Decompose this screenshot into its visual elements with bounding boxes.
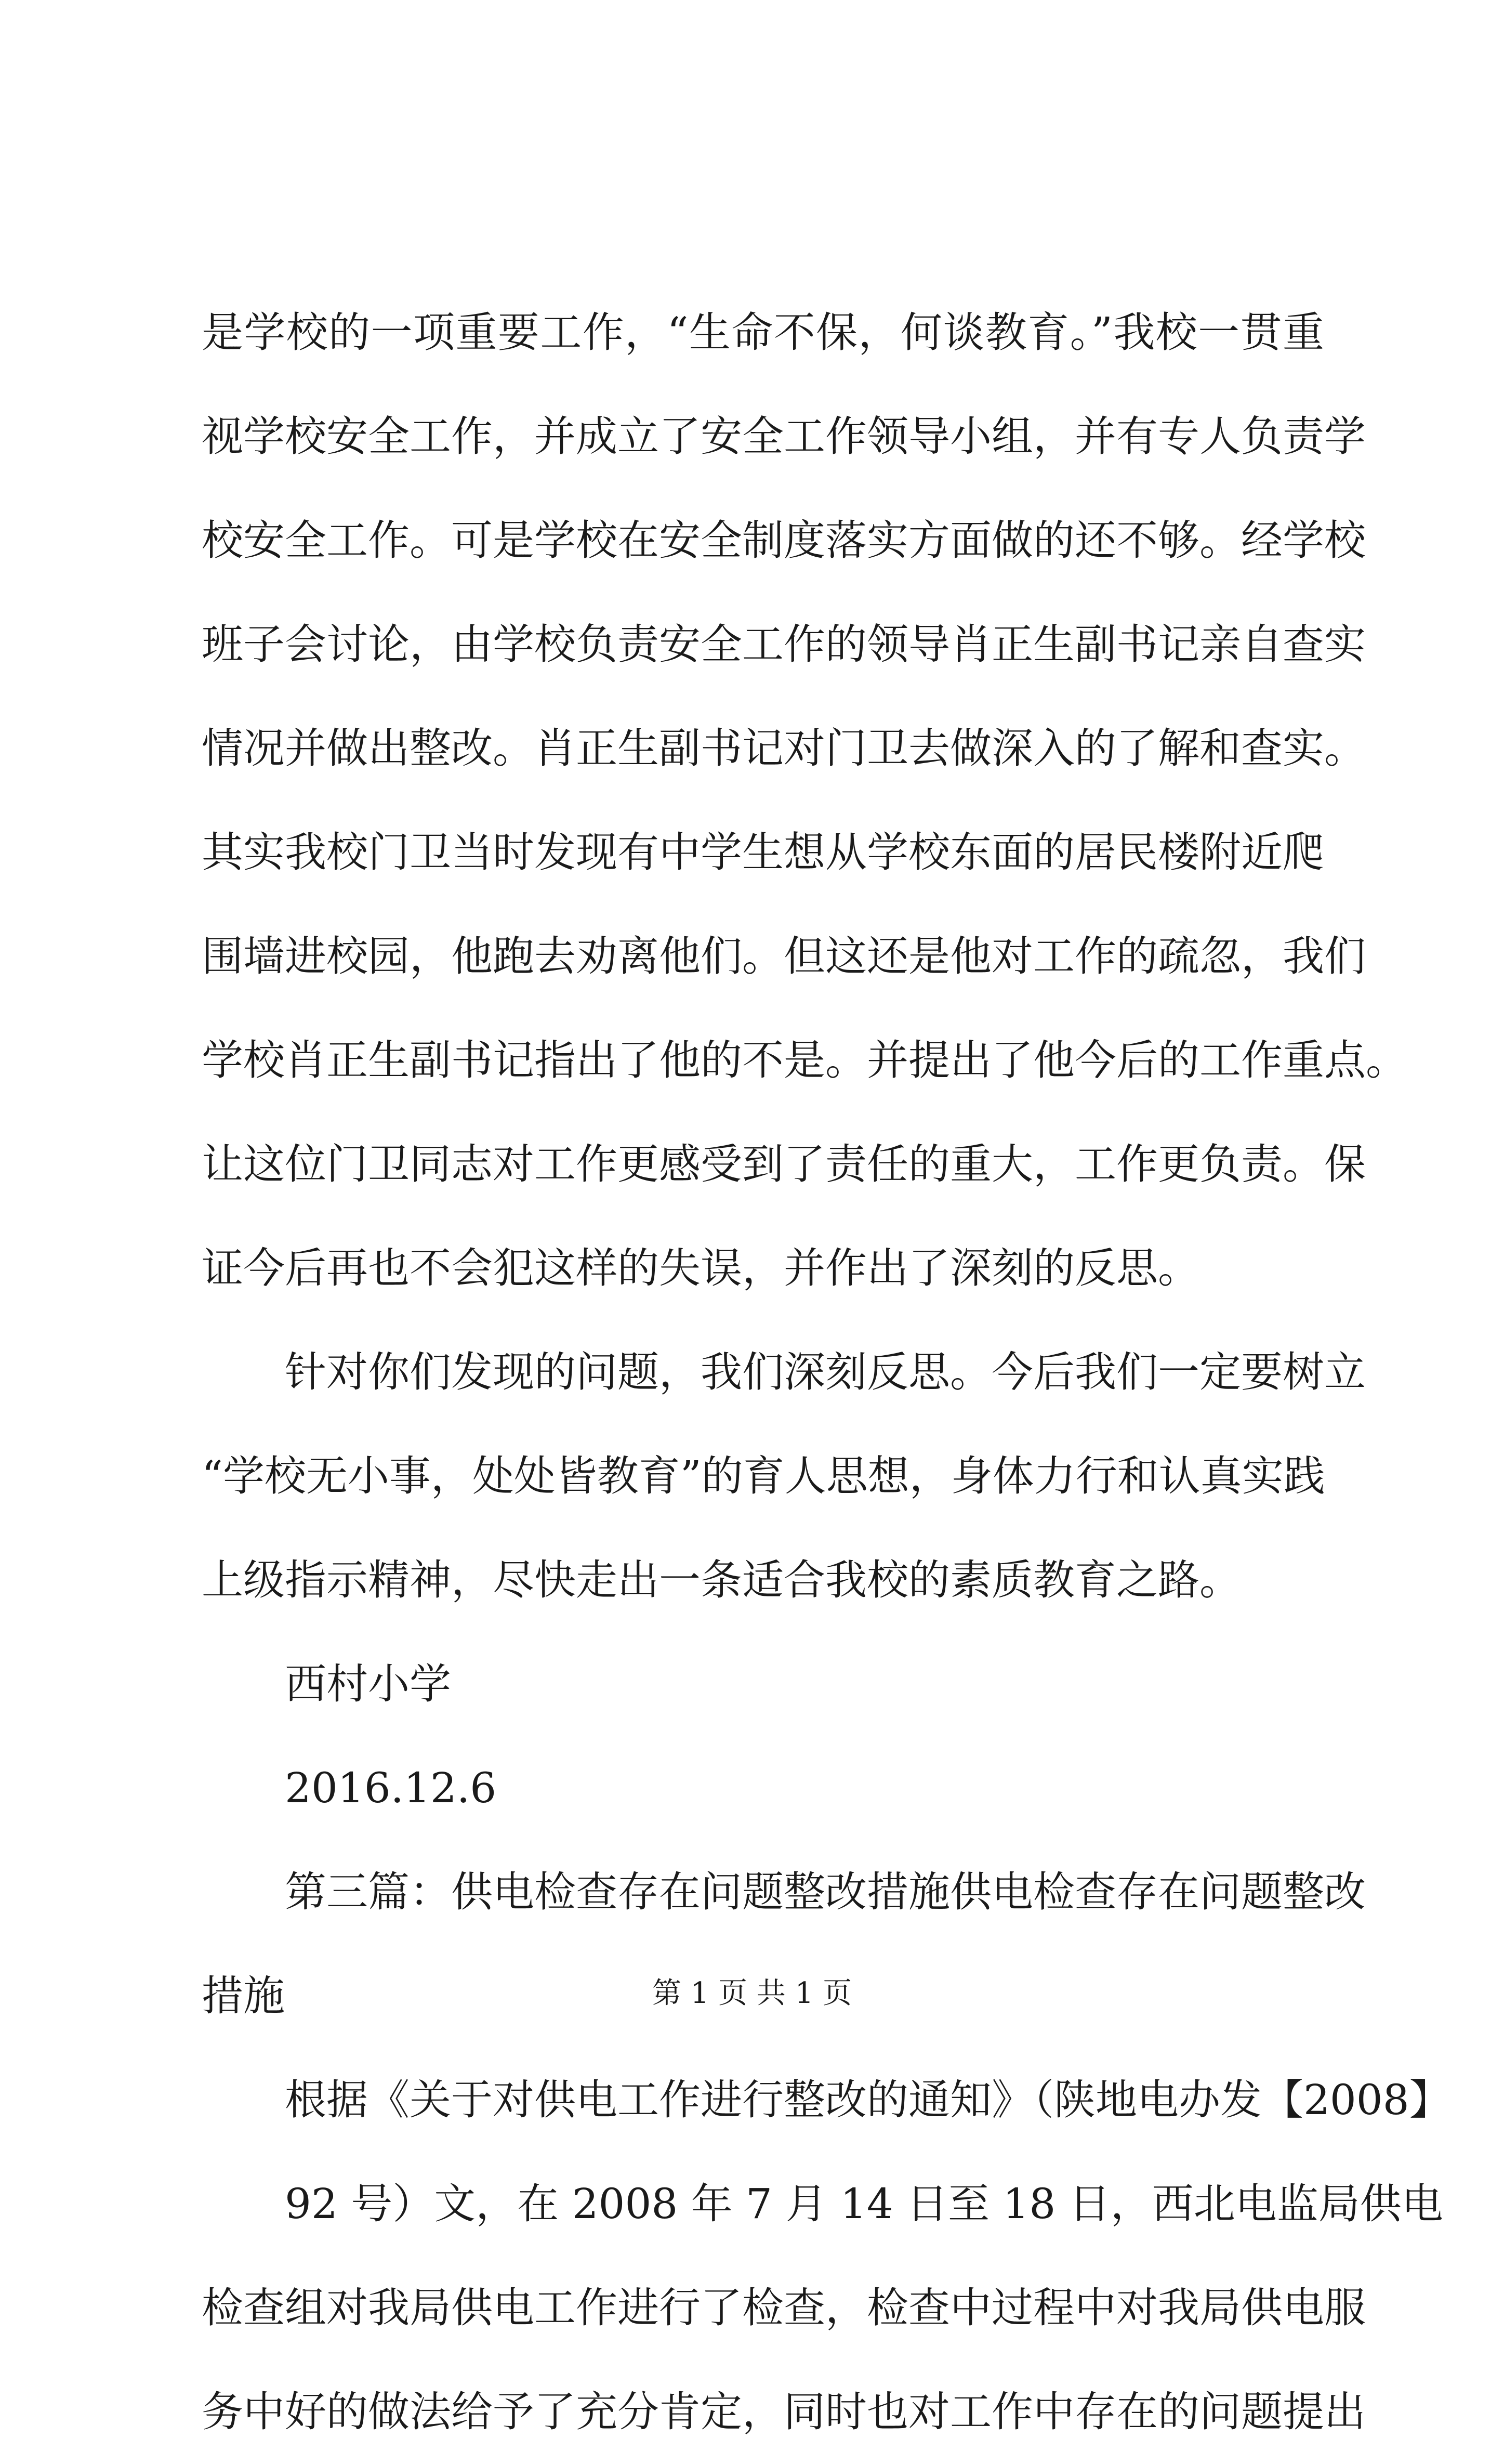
paragraph-line: 上级指示精神，尽快走出一条适合我校的素质教育之路。 bbox=[202, 1556, 1241, 1604]
paragraph-line: 校安全工作。可是学校在安全制度落实方面做的还不够。经学校 bbox=[202, 516, 1366, 565]
section-heading: 第三篇：供电检查存在问题整改措施供电检查存在问题整改 bbox=[285, 1868, 1366, 1916]
signature-school: 西村小学 bbox=[285, 1660, 451, 1708]
signature-date: 2016.12.6 bbox=[285, 1764, 497, 1812]
paragraph-line: “学校无小事，处处皆教育”的育人思想，身体力行和认真实践 bbox=[202, 1452, 1325, 1500]
paragraph-line: 学校肖正生副书记指出了他的不是。并提出了他今后的工作重点。 bbox=[202, 1036, 1407, 1084]
paragraph-line: 让这位门卫同志对工作更感受到了责任的重大，工作更负责。保 bbox=[202, 1140, 1366, 1188]
paragraph-line: 其实我校门卫当时发现有中学生想从学校东面的居民楼附近爬 bbox=[202, 828, 1324, 876]
paragraph-line: 根据《关于对供电工作进行整改的通知》（陕地电办发【2008】 bbox=[285, 2076, 1451, 2124]
paragraph-line: 是学校的一项重要工作，“生命不保，何谈教育。”我校一贯重 bbox=[202, 308, 1324, 357]
paragraph-line: 情况并做出整改。肖正生副书记对门卫去做深入的了解和查实。 bbox=[202, 724, 1366, 772]
paragraph-line: 视学校安全工作，并成立了安全工作领导小组，并有专人负责学 bbox=[202, 412, 1366, 461]
paragraph-line: 证今后再也不会犯这样的失误，并作出了深刻的反思。 bbox=[202, 1244, 1199, 1292]
paragraph-line: 92 号）文，在 2008 年 7 月 14 日至 18 日，西北电监局供电 bbox=[285, 2180, 1443, 2228]
paragraph-line: 班子会讨论，由学校负责安全工作的领导肖正生副书记亲自查实 bbox=[202, 620, 1366, 669]
paragraph-line: 检查组对我局供电工作进行了检查，检查中过程中对我局供电服 bbox=[202, 2284, 1366, 2332]
page-footer: 第 1 页 共 1 页 bbox=[652, 1976, 852, 2010]
document-body bbox=[202, 281, 1451, 2464]
paragraph-line: 围墙进校园，他跑去劝离他们。但这还是他对工作的疏忽，我们 bbox=[202, 932, 1366, 980]
paragraph-line: 针对你们发现的问题，我们深刻反思。今后我们一定要树立 bbox=[285, 1348, 1366, 1396]
section-heading-continued: 措施 bbox=[202, 1972, 285, 2020]
paragraph-line: 务中好的做法给予了充分肯定，同时也对工作中存在的问题提出 bbox=[202, 2388, 1366, 2436]
